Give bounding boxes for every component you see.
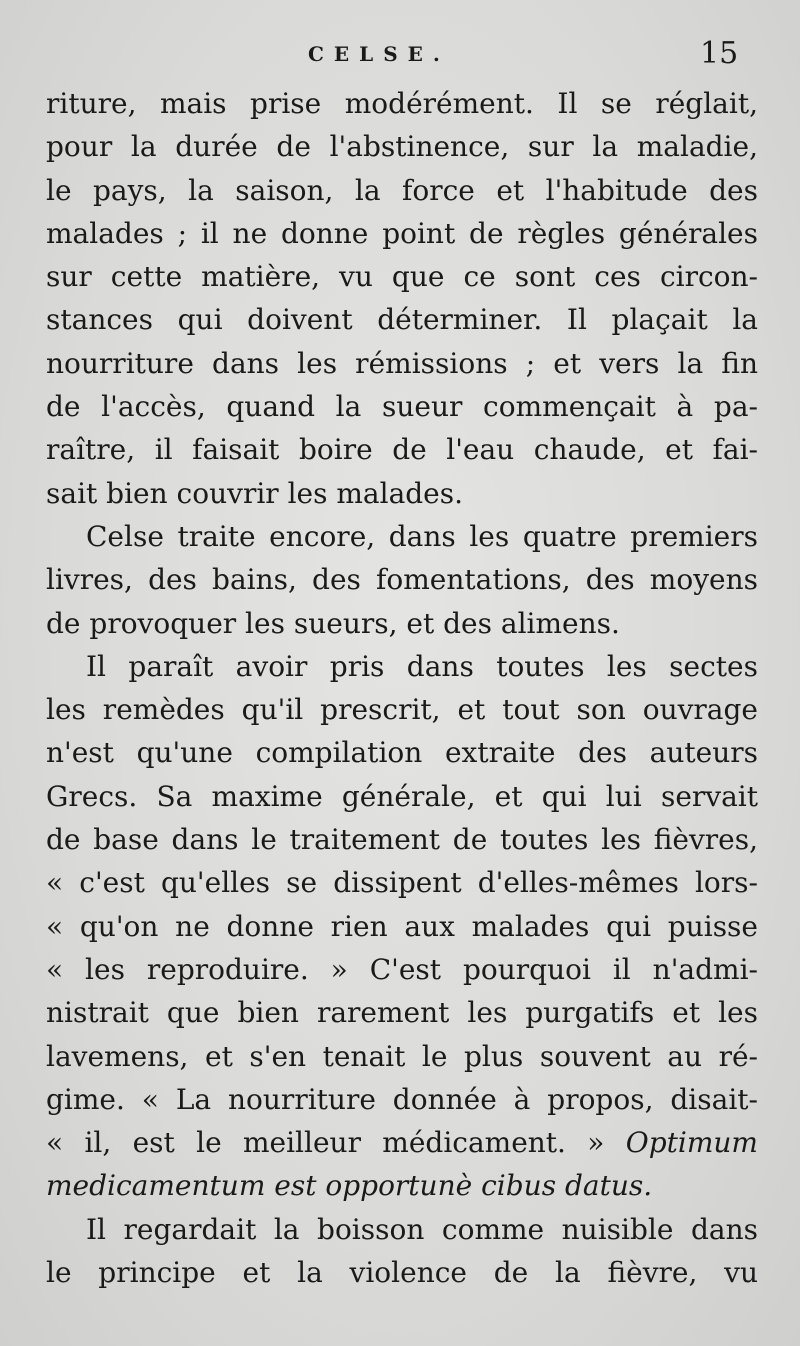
text-line: Il paraît avoir pris dans toutes les sectes [86, 649, 758, 683]
text-line: Il regardait la boisson comme nuisible dans [86, 1212, 758, 1246]
text-line [46, 1121, 758, 1164]
text-line: le pays, la saison, la force et l'habitude des [46, 173, 758, 207]
text-line: lavemens, et s'en tenait le plus souvent au ré- [46, 1039, 758, 1073]
text-line: de provoquer les sueurs, et des alimens. [46, 606, 620, 640]
running-head: CELSE. [308, 42, 450, 66]
text-line: nistrait que bien rarement les purgatifs et les [46, 996, 758, 1030]
text-line: de l'accès, quand la sueur commençait à pa- [46, 390, 758, 424]
text-line: Celse traite encore, dans les quatre premiers [86, 519, 758, 553]
text-line: stances qui doivent déterminer. Il plaçait la [46, 303, 758, 337]
page-header [0, 34, 800, 74]
text-line: malades ; il ne donne point de règles générales [46, 216, 758, 250]
latin-quote: Optimum [625, 1126, 758, 1160]
text-line: « les reproduire. » C'est pourquoi il n'admi- [46, 952, 758, 986]
text-line: sur cette matière, vu que ce sont ces circon- [46, 260, 758, 294]
text-line: de base dans le traitement de toutes les fièvres, [46, 823, 758, 857]
body-text [46, 82, 758, 1294]
text-line: pour la durée de l'abstinence, sur la maladie, [46, 130, 758, 164]
text-line: sait bien couvrir les malades. [46, 476, 464, 510]
text-line: « qu'on ne donne rien aux malades qui puisse [46, 909, 758, 943]
text-line: les remèdes qu'il prescrit, et tout son ouvrage [46, 693, 758, 727]
text-line: raître, il faisait boire de l'eau chaude, et fai- [46, 433, 758, 467]
latin-quote-line: medicamentum est opportunè cibus datus. [46, 1169, 653, 1203]
text-line: Grecs. Sa maxime générale, et qui lui servait [46, 779, 758, 813]
page-number: 15 [700, 36, 739, 71]
text-line: riture, mais prise modérément. Il se réglait, [46, 87, 758, 120]
text-line: livres, des bains, des fomentations, des moyens [46, 563, 758, 597]
text-line: le principe et la violence de la fièvre, vu [46, 1256, 758, 1290]
text-run: « il, est le meilleur médicament. » [46, 1126, 605, 1160]
text-line: n'est qu'une compilation extraite des auteurs [46, 736, 758, 770]
text-line: « c'est qu'elles se dissipent d'elles-mêmes lors- [46, 866, 758, 900]
text-line: nourriture dans les rémissions ; et vers la fin [46, 346, 758, 380]
text-line: gime. « La nourriture donnée à propos, disait- [46, 1082, 758, 1116]
